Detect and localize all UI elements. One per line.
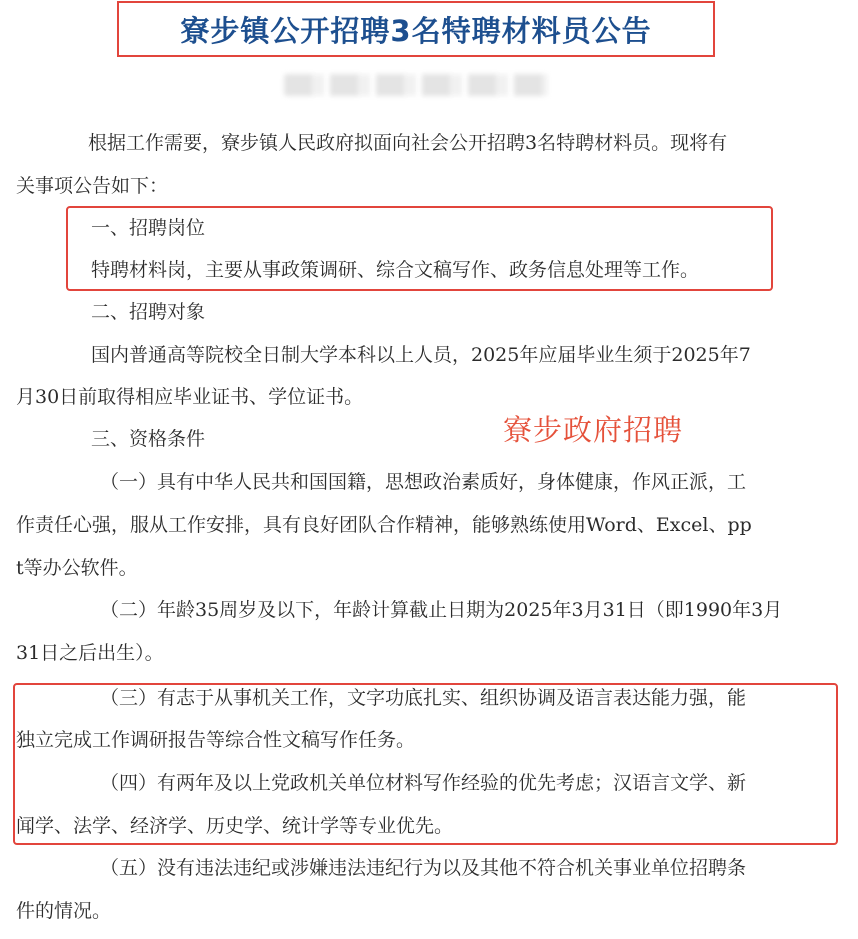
condition-4-line-2: 闻学、法学、经济学、历史学、统计学等专业优先。 <box>16 815 454 837</box>
blurred-meta-info <box>284 74 548 96</box>
condition-5-line-1: （五）没有违法违纪或涉嫌违法违纪行为以及其他不符合机关事业单位招聘条 <box>100 857 747 879</box>
section-3-heading: 三、资格条件 <box>91 428 206 450</box>
condition-1-line-3: t等办公软件。 <box>16 557 138 579</box>
intro-line-1: 根据工作需要，寮步镇人民政府拟面向社会公开招聘3名特聘材料员。现将有 <box>88 132 728 154</box>
title-highlight-box <box>117 1 715 57</box>
section-1-body: 特聘材料岗，主要从事政策调研、综合文稿写作、政务信息处理等工作。 <box>91 259 700 281</box>
condition-2-line-2: 31日之后出生）。 <box>16 642 164 664</box>
section-2-body-2: 月30日前取得相应毕业证书、学位证书。 <box>16 386 364 408</box>
condition-5-line-2: 件的情况。 <box>16 900 112 922</box>
condition-3-line-1: （三）有志于从事机关工作，文字功底扎实、组织协调及语言表达能力强，能 <box>100 687 747 709</box>
watermark-text: 寮步政府招聘 <box>503 413 684 447</box>
intro-line-2: 关事项公告如下： <box>16 175 169 197</box>
condition-2-line-1: （二）年龄35周岁及以下，年龄计算截止日期为2025年3月31日（即1990年3月 <box>100 599 783 621</box>
condition-1-line-1: （一）具有中华人民共和国国籍，思想政治素质好，身体健康，作风正派，工 <box>100 471 747 493</box>
section-1-heading: 一、招聘岗位 <box>91 217 206 239</box>
condition-3-line-2: 独立完成工作调研报告等综合性文稿写作任务。 <box>16 729 416 751</box>
section-2-heading: 二、招聘对象 <box>91 301 206 323</box>
page-title: 寮步镇公开招聘3名特聘材料员公告 <box>180 13 652 48</box>
condition-4-line-1: （四）有两年及以上党政机关单位材料写作经验的优先考虑；汉语言文学、新 <box>100 772 747 794</box>
section-2-body-1: 国内普通高等院校全日制大学本科以上人员，2025年应届毕业生须于2025年7 <box>91 344 751 366</box>
condition-1-line-2: 作责任心强，服从工作安排，具有良好团队合作精神，能够熟练使用Word、Excel、pp <box>16 514 752 536</box>
